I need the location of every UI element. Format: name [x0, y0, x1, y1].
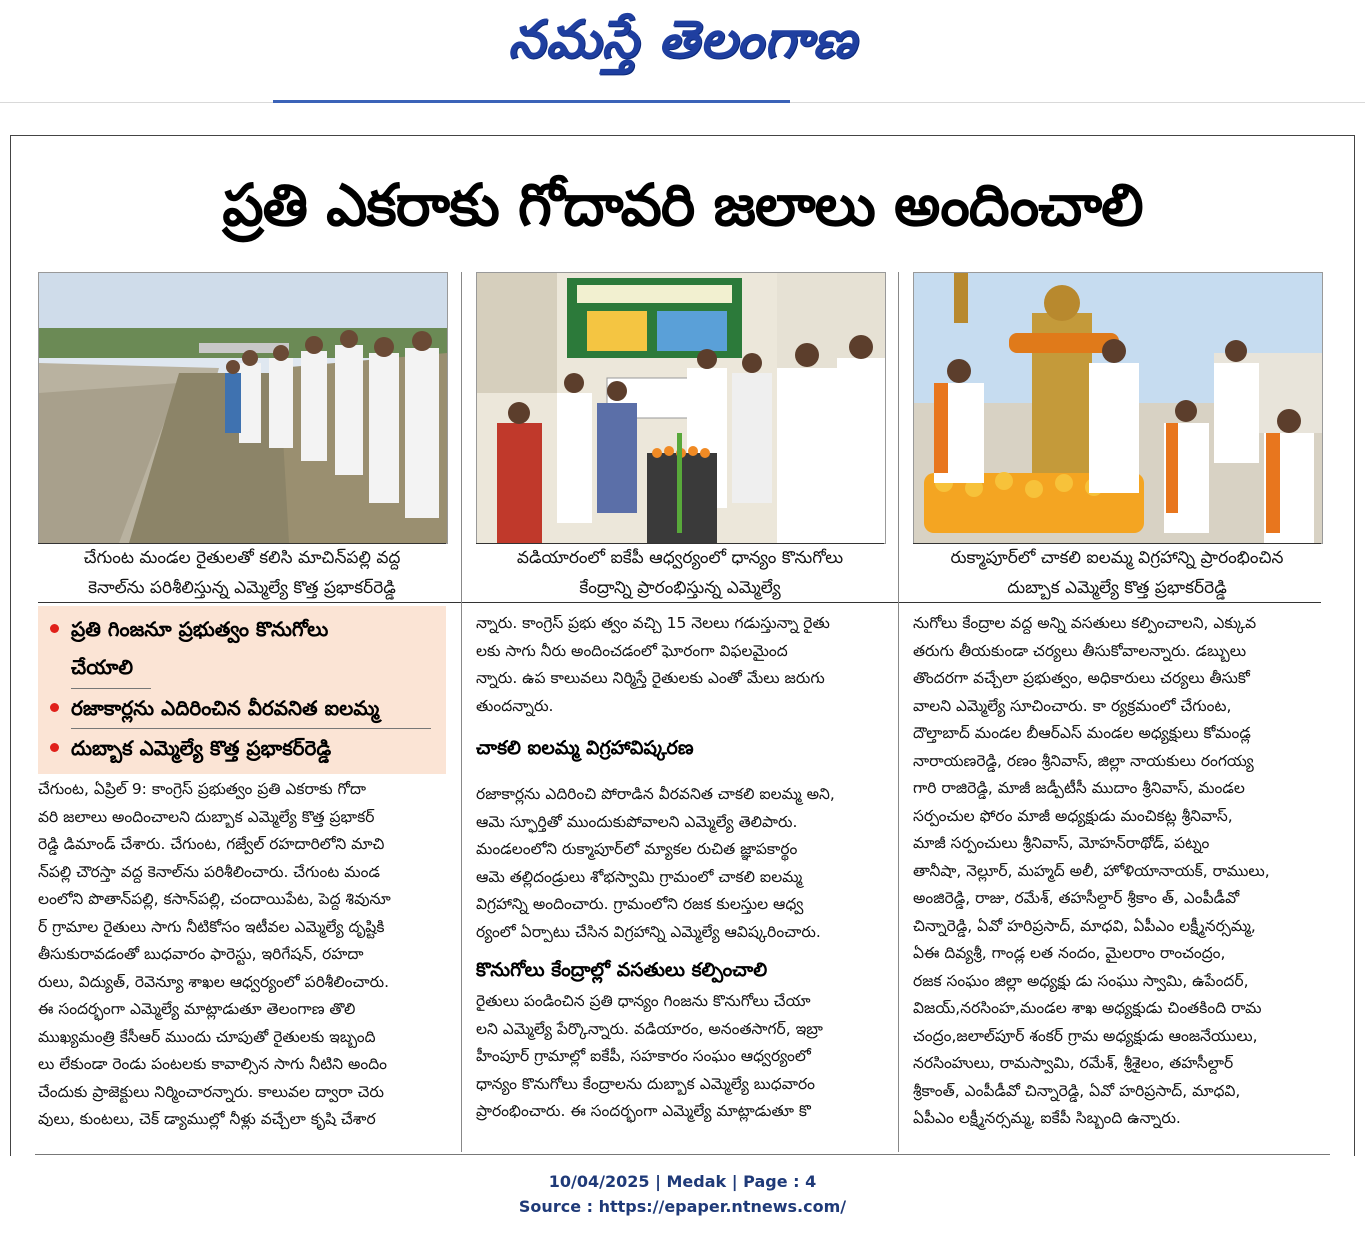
statue-unveiling-photo-icon [914, 273, 1322, 543]
article-line: ఆమె తల్లిదండ్రులు శోభస్వామి గ్రామంలో చాకలి ఐలమ్మ [476, 867, 803, 886]
article-line: న్నారు. ఉప కాలువలు నిర్మిస్తే రైతులకు ఎంతో మేలు జరుగు [476, 669, 825, 687]
article-line: రజక సంఘం జిల్లా అధ్యక్షు డు సంఘు స్వామి, ఉపేందర్‌, [913, 971, 1249, 990]
bottom-rule [35, 1154, 1330, 1155]
article-line: ధాన్యం కొనుగోలు కేంద్రాలను దుబ్బాక ఎమ్మెల్యే బుధవారం [476, 1074, 816, 1093]
article-line: విజయ్‌,నరసింహ,మండల శాఖ అధ్యక్షుడు చింతకింది రామ [913, 999, 1262, 1017]
edition-info: 10/04/2025 | Medak | Page : 4 [548, 1172, 817, 1191]
article-line: వరి జలాలు అందించాలని దుబ్బాక ఎమ్మెల్యే కొత్త ప్రభాకర్‌ [38, 807, 375, 826]
column-separator [898, 272, 899, 1152]
highlight-item [50, 731, 331, 765]
article-line: మండలంలోని రుక్మాపూర్‌లో మ్యాకల రుచిత జ్ఞాపకార్థం [476, 840, 798, 858]
highlight-item [50, 612, 328, 646]
highlight-separator [71, 688, 151, 689]
article-line: నారాయణరెడ్డి, రణం శ్రీనివాస్‌, జిల్లా నాయకులు రంగయ్య [913, 751, 1254, 770]
caption-line: కెనాల్‌ను పరిశీలిస్తున్న ఎమ్మెల్యే కొత్త ప్రభాకర్‌రెడ్డి [88, 578, 396, 598]
procurement-centre-photo-icon [477, 273, 885, 543]
article-line: చేందుకు ప్రాజెక్టులు నిర్మించారన్నారు. కాలువల ద్వారా చెరు [38, 1082, 384, 1101]
statue-unveiling-photo [913, 272, 1323, 544]
article-line: లకు సాగు నీరు అందించడంలో ఘోరంగా విఫలమైంద [476, 641, 788, 660]
article-line: తానీషా, నెల్లూర్‌, మహ్మద్‌ అలీ, హోళియానాయక్‌, రాములు, [913, 861, 1270, 880]
headline: ప్రతి ఎకరాకు గోదావరి జలాలు అందించాలి [222, 171, 1143, 239]
article-line: ప్రారంభించారు. ఈ సందర్భంగా ఎమ్మెల్యే మాట్లాడుతూ కొ [476, 1102, 811, 1120]
highlight-item [50, 691, 379, 725]
article-line: శ్రీకాంత్‌, ఎంపీడీవో చిన్నారెడ్డి, ఏవో హరిప్రసాద్‌, మాధవి, [913, 1081, 1241, 1100]
article-line: దౌల్తాబాద్‌ మండల బీఆర్‌ఎస్‌ మండల అధ్యక్షులు కోమండ్ల [913, 724, 1251, 742]
article-line: లని ఎమ్మెల్యే పేర్కొన్నారు. వడియారం, అనంతసాగర్‌, ఇబ్రా [476, 1019, 823, 1038]
canal-inspection-photo-icon [39, 273, 447, 543]
masthead-rule [273, 100, 790, 103]
highlight-text: ప్రతి గింజనూ ప్రభుత్వం కొనుగోలు [71, 617, 329, 641]
article-line: రులు, విద్యుత్‌, రెవెన్యూ శాఖల ఆధ్వర్యంలో పరిశీలించారు. [38, 972, 390, 991]
article-line: న్‌పల్లి చౌరస్తా వద్ద కెనాల్‌ను పరిశీలించారు. చేగుంట మండ [38, 862, 380, 881]
caption-line: రుక్మాపూర్‌లో చాకలి ఐలమ్మ విగ్రహాన్ని ప్రారంభించిన [950, 548, 1284, 568]
article-line: న్నారు. కాంగ్రెస్‌ ప్రభు త్వం వచ్చి 15 నెలలు గడుస్తున్నా రైతు [476, 614, 830, 632]
article-line: తుందన్నారు. [476, 696, 554, 715]
article-line: నుగోలు కేంద్రాల వద్ద అన్ని వసతులు కల్పించాలని, ఎక్కువ [913, 614, 1257, 632]
photo-caption [913, 543, 1321, 603]
bullet-icon [50, 703, 59, 712]
subheading: చాకలి ఐలమ్మ విగ్రహావిష్కరణ [476, 737, 694, 759]
article-line: చంద్రం,జలాల్‌పూర్‌ శంకర్‌ గ్రామ అధ్యక్షుడు ఆంజనేయులు, [913, 1026, 1258, 1045]
canal-inspection-photo [38, 272, 448, 544]
caption-line: వడియారంలో ఐకేపీ ఆధ్వర్యంలో ధాన్యం కొనుగోలు [516, 548, 844, 568]
article-line: రైతులు పండించిన ప్రతి ధాన్యం గింజను కొనుగోలు చేయా [476, 992, 811, 1010]
article-line: తొందరగా వచ్చేలా ప్రభుత్వం, అధికారులు చర్యలు తీసుకో [913, 669, 1250, 687]
article-column-2-bottom [476, 988, 886, 1126]
article-line: లు లేకుండా రెండు పంటలకు కావాల్సిన సాగు నీటిని అందిం [38, 1055, 388, 1073]
article-line: వులు, కుంటలు, చెక్‌ డ్యాముల్లో నీళ్లు వచ్చేలా కృషి చేశార [38, 1110, 376, 1128]
article-line: తరుగు తీయకుండా చర్యలు తీసుకోవాలన్నారు. డబ్బులు [913, 641, 1247, 660]
bullet-icon [50, 743, 59, 752]
caption-bottom-rule [38, 602, 1321, 603]
newspaper-logo: నమస్తే తెలంగాణ [508, 10, 857, 70]
bullet-icon [50, 624, 59, 633]
article-column-2-top [476, 610, 886, 720]
article-line: ఆమె స్ఫూర్తితో ముందుకుపోవాలని ఎమ్మెల్యే తెలిపారు. [476, 812, 798, 831]
article-line: చిన్నారెడ్డి, ఏవో హరిప్రసాద్‌, మాధవి, ఏపీఎం లక్ష్మీనర్సమ్మ, [913, 916, 1256, 935]
highlight-text: రజాకార్లను ఎదిరించిన వీరవనిత ఐలమ్మ [71, 696, 380, 720]
article-column-1 [38, 776, 448, 1134]
article-line: లంలోని పొతాన్‌పల్లి, కసాన్‌పల్లి, చందాయిపేట, పెద్ద శివునూ [38, 890, 391, 908]
highlight-item-continued: చేయాలి [71, 655, 133, 679]
masthead [0, 0, 1365, 103]
caption-line: చేగుంట మండల రైతులతో కలిసి మాచిన్‌పల్లి వద్ద [83, 548, 401, 568]
article-line: వాలని ఎమ్మెల్యే సూచించారు. కా ర్యక్రమంలో చేగుంట, [913, 696, 1232, 715]
column-separator [461, 272, 462, 1152]
article-line: ఈ సందర్భంగా ఎమ్మెల్యే మాట్లాడుతూ తెలంగాణ తొలి [38, 1000, 356, 1018]
article-line: తీసుకురావడంతో బుధవారం ఫారెస్టు, ఇరిగేషన్‌, రహదా [38, 945, 364, 963]
article-line: రెడ్డి డిమాండ్‌ చేశారు. చేగుంట, గజ్వేల్‌ రహదారిలోని మాచి [38, 835, 385, 853]
article-line: ముఖ్యమంత్రి కేసీఆర్‌ ముందు చూపుతో రైతులకు ఇబ్బంది [38, 1027, 376, 1046]
subheading: కొనుగోలు కేంద్రాల్లో వసతులు కల్పించాలి [476, 959, 768, 981]
highlight-separator [71, 728, 431, 729]
caption-line: కేంద్రాన్ని ప్రారంభిస్తున్న ఎమ్మెల్యే [579, 578, 781, 598]
article-line: ఏపీఎం లక్ష్మీనర్సమ్మ, ఐకేపీ సిబ్బంది ఉన్నారు. [913, 1109, 1181, 1127]
article-column-2-mid [476, 781, 886, 946]
photo-caption [476, 543, 884, 603]
article-line: అంజిరెడ్డి, రాజు, రమేశ్‌, తహసీల్దార్‌ శ్రీకాం త్‌, ఎంపీడీవో [913, 889, 1240, 907]
article-line: ర్యంలో ఏర్పాటు చేసిన విగ్రహాన్ని ఎమ్మెల్యే ఆవిష్కరించారు. [476, 922, 821, 941]
article-line: నరసింహులు, రామస్వామి, రమేశ్‌, శ్రీశైలం, తహసీల్దార్‌ [913, 1054, 1234, 1072]
article-line: రజాకార్లను ఎదిరించి పోరాడిన వీరవనిత చాకలి ఐలమ్మ అని, [476, 785, 835, 803]
article-line: మాజీ సర్పంచులు శ్రీనివాస్‌, మోహన్‌రాథోడ్‌, పట్నం [913, 834, 1210, 852]
article-line: హీంపూర్‌ గ్రామాల్లో ఐకేపీ, సహకారం సంఘం ఆధ్వర్యంలో [476, 1047, 811, 1065]
article-line: చేగుంట, ఏప్రిల్‌ 9: కాంగ్రెస్‌ ప్రభుత్వం ప్రతి ఎకరాకు గోదా [38, 780, 366, 798]
article-line: విగ్రహాన్ని అందించారు. గ్రామంలోని రజక కులస్తుల ఆధ్వ [476, 895, 804, 913]
highlight-text: దుబ్బాక ఎమ్మెల్యే కొత్త ప్రభాకర్‌రెడ్డి [71, 736, 332, 760]
article-line: ఏఈ దివ్యశ్రీ, గాండ్ల లత నందం, మైలరాం రాంచంద్రం, [913, 944, 1226, 962]
caption-line: దుబ్బాక ఎమ్మెల్యే కొత్త ప్రభాకర్‌రెడ్డి [1007, 578, 1227, 598]
procurement-centre-photo [476, 272, 886, 544]
article-line: గారి రాజిరెడ్డి, మాజీ జడ్పీటీసీ ముదాం శ్రీనివాస్‌, మండల [913, 779, 1245, 797]
article-line: సర్పంచుల ఫోరం మాజీ అధ్యక్షుడు మంచికట్ల శ్రీనివాస్‌, [913, 806, 1233, 825]
article-line: ర్‌ గ్రామాల రైతులు సాగు నీటికోసం ఇటీవల ఎమ్మెల్యే దృష్టికి [38, 917, 385, 936]
article-column-3 [913, 610, 1323, 1133]
photo-caption [38, 543, 446, 603]
source-link[interactable]: Source : https://epaper.ntnews.com/ [518, 1197, 847, 1216]
